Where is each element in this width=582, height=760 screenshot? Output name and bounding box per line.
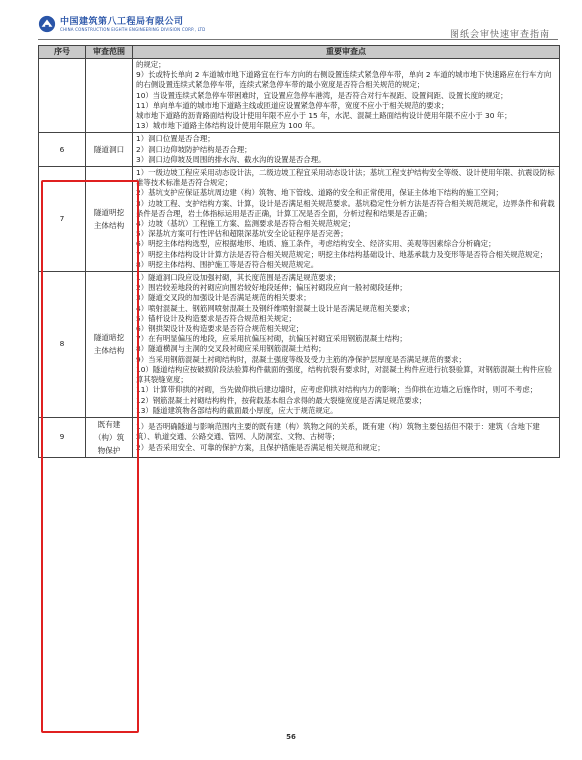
row-scope: 隧道洞口	[93, 145, 125, 155]
review-point: 的规定；	[136, 60, 166, 69]
review-point: 3）隧道交叉段的加强设计是否满足规范的相关要求；	[136, 293, 311, 303]
table-row	[39, 167, 560, 272]
row-scope-cell	[86, 272, 133, 418]
review-point: 2）洞口边仰坡防护结构是否合理；	[136, 144, 252, 154]
page-number: 56	[286, 733, 296, 741]
review-point: 4）边坡（基坑）工程施工方案、监测要求是否符合相关规范规定；	[136, 219, 356, 229]
review-point: 8）隧道横洞与主洞的交叉段衬砌应采用钢筋混凝土结构；	[136, 344, 326, 354]
review-point: 5）深基坑方案可行性评估和超限深基坑安全论证程序是否完善；	[136, 229, 348, 239]
row-scope: 隧道明挖主体结构	[93, 208, 125, 231]
header-number: 序号	[39, 46, 86, 59]
review-point: 1）是否明确隧道与影响范围内主要的既有建（构）筑物之间的关系，既有建（构）筑物主要包括但不限于：建筑（含地下建筑）、轨道交通、公路交通、管网、人防洞室、文物、古树等；	[136, 422, 540, 442]
row-number: 7	[39, 167, 86, 272]
review-point: 2）基坑支护应保证基坑周边建（构）筑物、地下管线、道路的安全和正常使用，保证主体地下结构的施工空间；	[136, 188, 503, 198]
document-title: 图纸会审快速审查指南	[449, 30, 550, 40]
header-key-points: 重要审查点	[133, 46, 560, 59]
review-point: 4）喷射混凝土、钢筋网喷射混凝土及钢纤维喷射混凝土设计是否满足规范相关要求；	[136, 303, 415, 313]
row-points	[133, 167, 560, 272]
table-row	[39, 417, 560, 457]
review-point: 8）明挖主体结构、围护施工等是否符合相关规范规定。	[136, 259, 319, 269]
row-scope-cell	[86, 133, 133, 167]
review-point: 3）洞口边仰坡及周围的排水沟、截水沟的设置是否合理。	[136, 154, 326, 164]
review-point: 10）隧道结构应按破损阶段法验算构件截面的强度，结构抗裂有要求时，对混凝土构件应进行抗裂验算，对钢筋混凝土构件应验算其裂缝宽度；	[136, 364, 552, 385]
review-point: 7）明挖主体结构设计计算方法是否符合相关规范规定；明挖主体结构基础设计、地基承载力及变形等是否符合相关规范规定；	[136, 249, 548, 259]
review-point: 1）隧道洞口段应设加强衬砌，其长度范围是否满足规范要求；	[136, 273, 341, 283]
review-point: 10）当设置连续式紧急停车带困难时，宜设置应急停车港湾，是否符合对行车视距、设置间距、设置长度的规定；	[136, 90, 508, 100]
header-rule	[38, 39, 558, 40]
row-points	[133, 59, 560, 133]
review-table	[38, 45, 560, 458]
header-scope: 审查范围	[86, 46, 133, 59]
row-points	[133, 272, 560, 418]
row-number: 9	[39, 417, 86, 457]
review-point: 13）隧道建筑物各部结构的截面最小厚度，应大于规范规定。	[136, 405, 338, 415]
review-point: 6）明挖主体结构选型，应根据地形、地质、施工条件，考虑结构安全、经济实用、美观等因素综合分析确定；	[136, 239, 496, 249]
review-point: 11）单向单车道的城市地下道路主线或匝道应设置紧急停车带，宽度不应小于相关规范的要求；	[136, 100, 449, 110]
table-row	[39, 272, 560, 418]
review-point: 3）边坡工程、支护结构方案、计算，设计是否满足相关规范要求。基坑稳定性分析方法是否符合相关规范规定，边界条件和荷载条件是否合理，岩土体指标运用是否正确，计算工况是否全面，分析过程和结果是否正确；	[136, 198, 555, 218]
review-point: 城市地下道路的沥青路面结构设计使用年限不应小于 15 年，水泥、混凝土路面结构设计使用年限不应小于 30 年；	[136, 111, 512, 121]
row-points	[133, 417, 560, 457]
company-name-en: CHINA CONSTRUCTION EIGHTH ENGINEERING DIVISION CORP., LTD	[60, 27, 206, 32]
review-point: 12）钢筋混凝土衬砌结构构件，按荷载基本组合求得的最大裂缝宽度是否满足规范要求；	[136, 395, 427, 405]
row-scope-cell	[86, 417, 133, 457]
table-row	[39, 59, 560, 133]
review-point: 2）是否采用安全、可靠的保护方案，且保护措施是否满足相关规范和规定；	[136, 442, 385, 452]
review-point: 2）围岩较差地段的衬砌应向围岩较好地段延伸；偏压衬砌段应向一般衬砌段延伸；	[136, 283, 407, 293]
review-point: 11）计算带仰拱的衬砌，当先做仰拱后建边墙时，应考虑仰拱对结构内力的影响；当仰拱在边墙之后施作时，则可不考虑；	[136, 385, 538, 395]
row-scope-cell	[86, 59, 133, 133]
row-number: 8	[39, 272, 86, 418]
row-scope: 隧道暗挖主体结构	[93, 333, 125, 356]
row-number: 6	[39, 133, 86, 167]
row-number	[39, 59, 86, 133]
review-point: 5）锚杆设计及构造要求是否符合规范相关规定；	[136, 313, 296, 323]
review-point: 13）城市地下道路主体结构设计使用年限应为 100 年。	[136, 121, 320, 131]
review-point: 9）长或特长单向 2 车道城市地下道路宜在行车方向的右侧设置连续式紧急停车带，单向 2 车道的城市地下快速路应在行车方向的右侧设置连续式紧急停车带，连续式紧急停车带的最小宽度是否符合相关规范的规定；	[136, 70, 552, 90]
review-point: 9）当采用钢筋混凝土衬砌结构时，混凝土强度等级及受力主筋的净保护层厚度是否满足规范的要求；	[136, 354, 466, 364]
company-name-cn: 中国建筑第八工程局有限公司	[60, 17, 184, 27]
company-logo-icon	[38, 15, 56, 33]
table-row	[39, 133, 560, 167]
row-scope-cell	[86, 167, 133, 272]
row-points	[133, 133, 560, 167]
table-header-row	[39, 46, 560, 59]
row-scope: 既有建（构）筑物保护	[93, 419, 125, 455]
review-point: 7）在有明显偏压的地段，应采用抗偏压衬砌，抗偏压衬砌宜采用钢筋混凝土结构；	[136, 334, 407, 344]
page-header	[38, 12, 558, 42]
review-point: 1）洞口位置是否合理；	[136, 134, 215, 144]
review-point: 6）钢拱架设计及构造要求是否符合规范相关规定；	[136, 324, 304, 334]
review-point: 1）一级边坡工程应采用动态设计法，二级边坡工程宜采用动态设计法；基坑工程支护结构安全等级、设计使用年限、抗震设防标准等技术标准是否符合规定；	[136, 168, 555, 188]
